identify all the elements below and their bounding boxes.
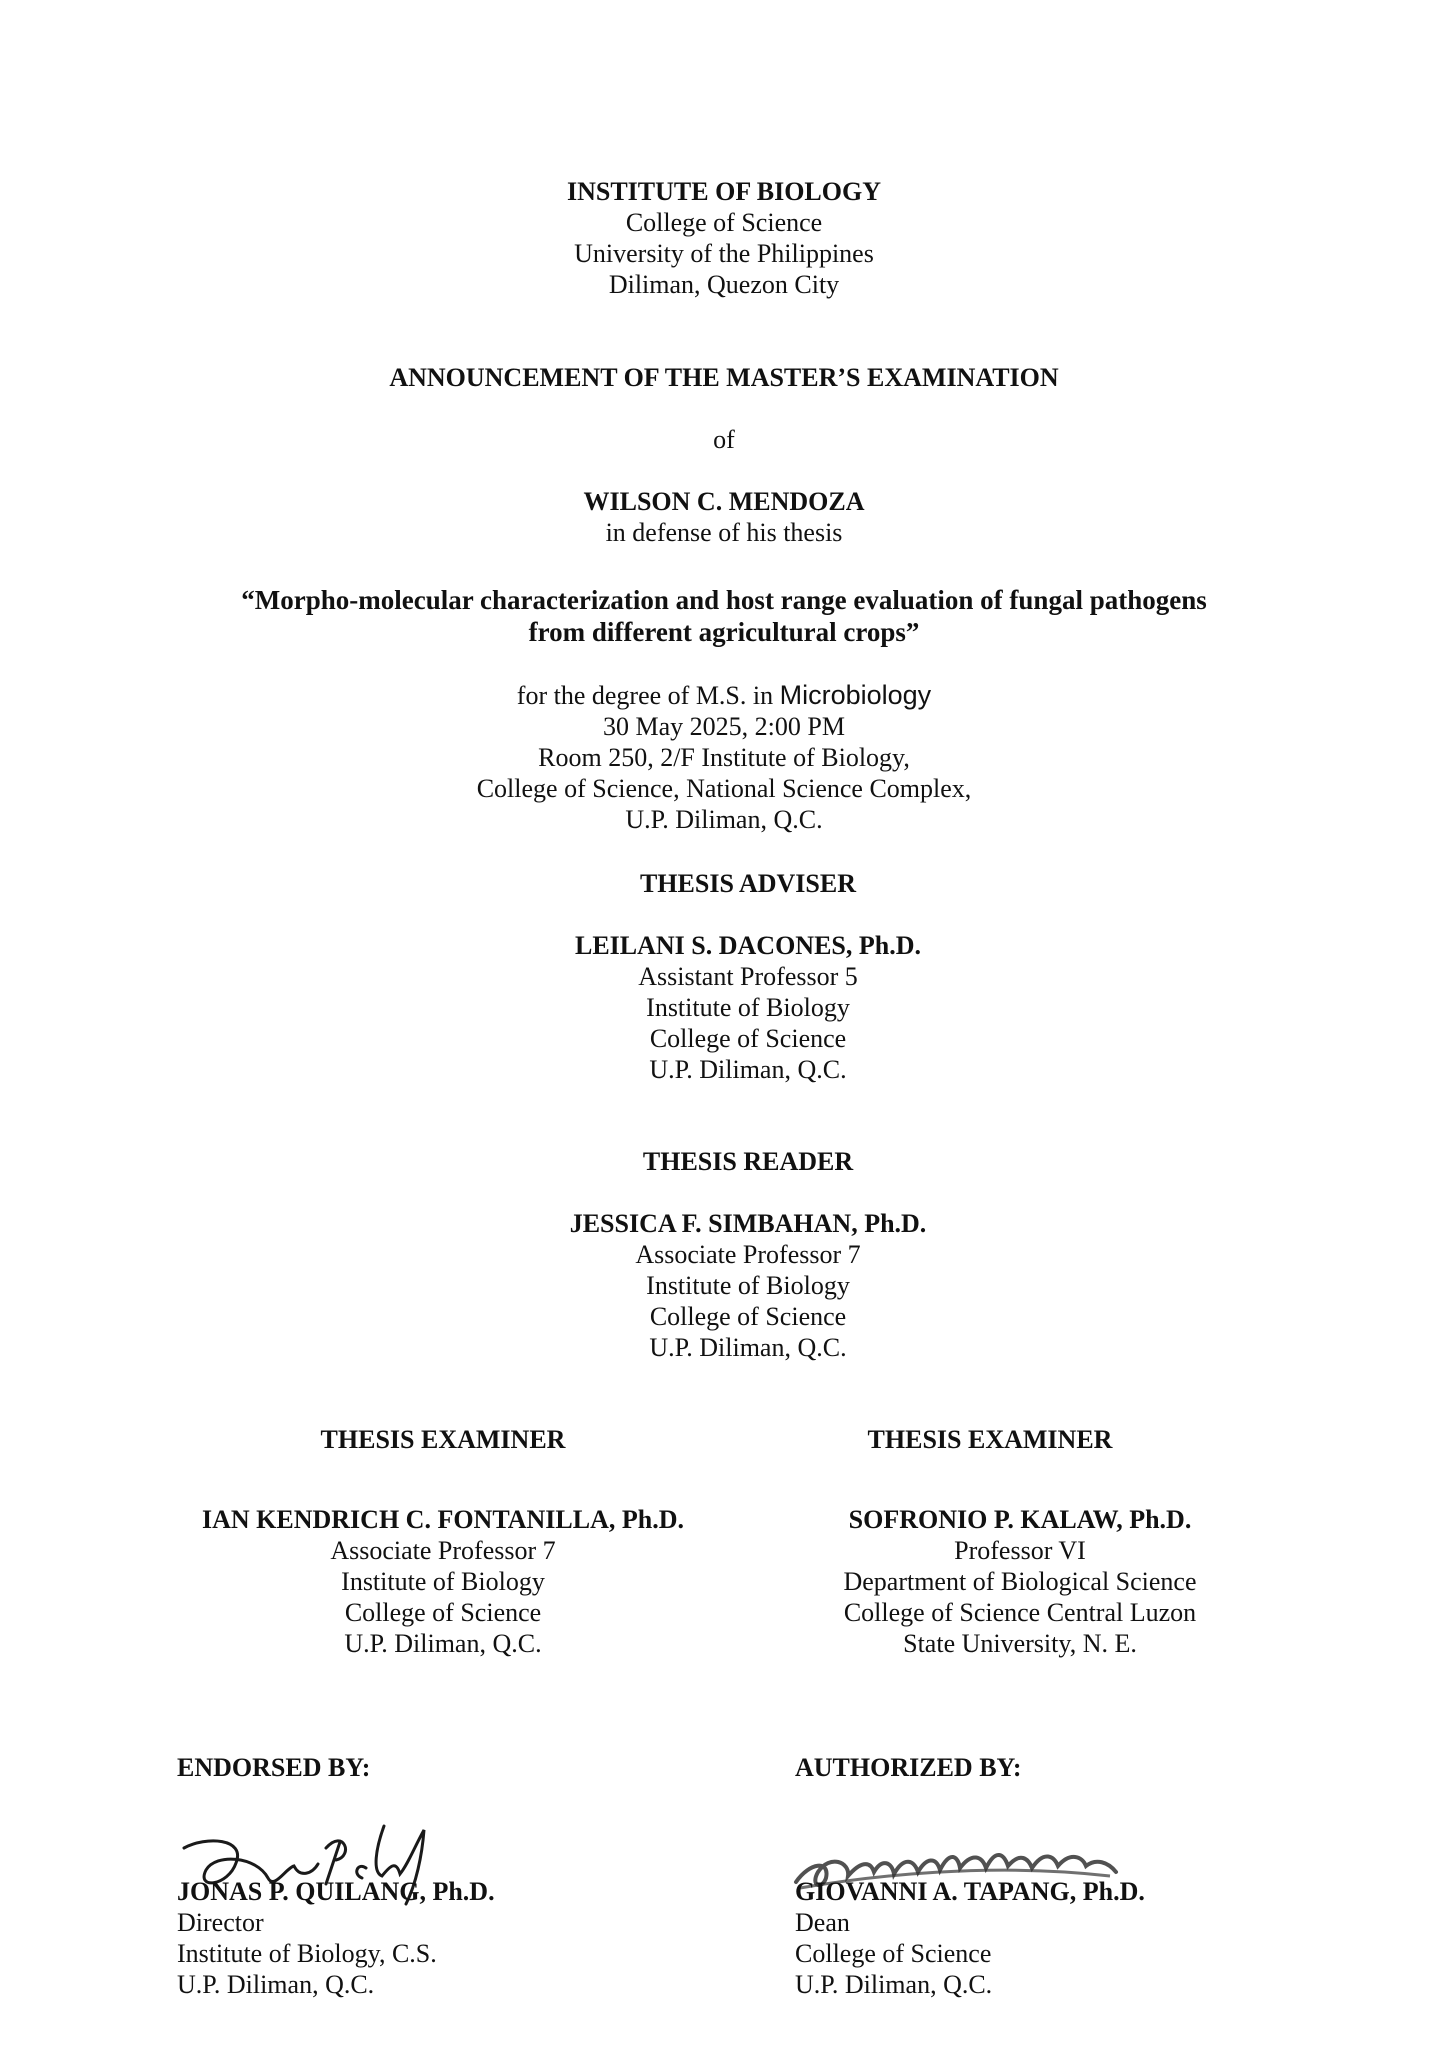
endorser-unit: Institute of Biology, C.S. — [177, 1939, 437, 1968]
authorizer-location: U.P. Diliman, Q.C. — [795, 1970, 993, 1999]
degree-prefix: for the degree of M.S. in — [516, 681, 774, 710]
candidate-name: WILSON C. MENDOZA — [583, 487, 865, 516]
of-text: of — [713, 425, 735, 454]
reader-block — [0, 1208, 1448, 1363]
authorizer-unit: College of Science — [795, 1939, 992, 1968]
examiner-2-college: College of Science Central Luzon — [843, 1598, 1197, 1627]
examiner-1-name: IAN KENDRICH C. FONTANILLA, Ph.D. — [201, 1505, 684, 1534]
reader-location: U.P. Diliman, Q.C. — [649, 1333, 847, 1362]
thesis-title — [0, 584, 1448, 648]
examiner-1-heading: THESIS EXAMINER — [320, 1425, 566, 1454]
endorser-block — [177, 1876, 495, 2000]
examiner-2-unit: Department of Biological Science — [843, 1567, 1197, 1596]
endorser-role: Director — [177, 1908, 264, 1937]
announcement-title: ANNOUNCEMENT OF THE MASTER’S EXAMINATION — [389, 363, 1059, 392]
adviser-name: LEILANI S. DACONES, Ph.D. — [574, 931, 922, 960]
endorser-location: U.P. Diliman, Q.C. — [177, 1970, 375, 1999]
degree-field: Microbiology — [779, 680, 932, 710]
venue-line-3: U.P. Diliman, Q.C. — [625, 805, 823, 834]
adviser-location: U.P. Diliman, Q.C. — [649, 1055, 847, 1084]
examiner-1-unit: Institute of Biology — [341, 1567, 545, 1596]
endorsed-heading: ENDORSED BY: — [177, 1753, 371, 1782]
examiner-1-location: U.P. Diliman, Q.C. — [344, 1629, 542, 1658]
degree-details — [0, 680, 1448, 835]
degree-line — [0, 680, 1448, 711]
authorizer-block — [795, 1876, 1145, 2000]
examiner-2-position: Professor VI — [954, 1536, 1086, 1565]
reader-heading: THESIS READER — [642, 1147, 854, 1176]
adviser-unit: Institute of Biology — [646, 993, 850, 1022]
examiner-2-name: SOFRONIO P. KALAW, Ph.D. — [848, 1505, 1192, 1534]
campus-location: Diliman, Quezon City — [608, 270, 840, 299]
adviser-heading: THESIS ADVISER — [639, 869, 857, 898]
examiner-1-college: College of Science — [344, 1598, 542, 1627]
adviser-college: College of Science — [649, 1024, 847, 1053]
reader-unit: Institute of Biology — [646, 1271, 850, 1300]
venue-line-1: Room 250, 2/F Institute of Biology, — [538, 743, 910, 772]
authorized-heading: AUTHORIZED BY: — [795, 1753, 1022, 1782]
university-name: University of the Philippines — [574, 239, 874, 268]
institute-name: INSTITUTE OF BIOLOGY — [566, 177, 881, 206]
endorser-name: JONAS P. QUILANG, Ph.D. — [177, 1877, 495, 1906]
reader-position: Associate Professor 7 — [635, 1240, 861, 1269]
defense-line: in defense of his thesis — [605, 518, 843, 547]
adviser-position: Assistant Professor 5 — [638, 962, 858, 991]
examiner-2-location: State University, N. E. — [903, 1629, 1137, 1658]
thesis-title-line-1: “Morpho-molecular characterization and host range evaluation of fungal pathogens — [241, 585, 1207, 615]
examiner-1-position: Associate Professor 7 — [330, 1536, 556, 1565]
adviser-block — [0, 930, 1448, 1085]
college-name: College of Science — [625, 208, 823, 237]
reader-college: College of Science — [649, 1302, 847, 1331]
examiner-2-heading: THESIS EXAMINER — [867, 1425, 1113, 1454]
venue-line-2: College of Science, National Science Complex, — [476, 774, 972, 803]
thesis-title-line-2: from different agricultural crops” — [528, 617, 920, 647]
examiner-2-block — [750, 1504, 1290, 1659]
institution-header — [0, 176, 1448, 300]
authorizer-role: Dean — [795, 1908, 850, 1937]
authorizer-name: GIOVANNI A. TAPANG, Ph.D. — [795, 1877, 1145, 1906]
reader-name: JESSICA F. SIMBAHAN, Ph.D. — [569, 1209, 927, 1238]
candidate-block — [0, 486, 1448, 548]
examiner-1-block — [143, 1504, 743, 1659]
exam-datetime: 30 May 2025, 2:00 PM — [603, 712, 845, 741]
